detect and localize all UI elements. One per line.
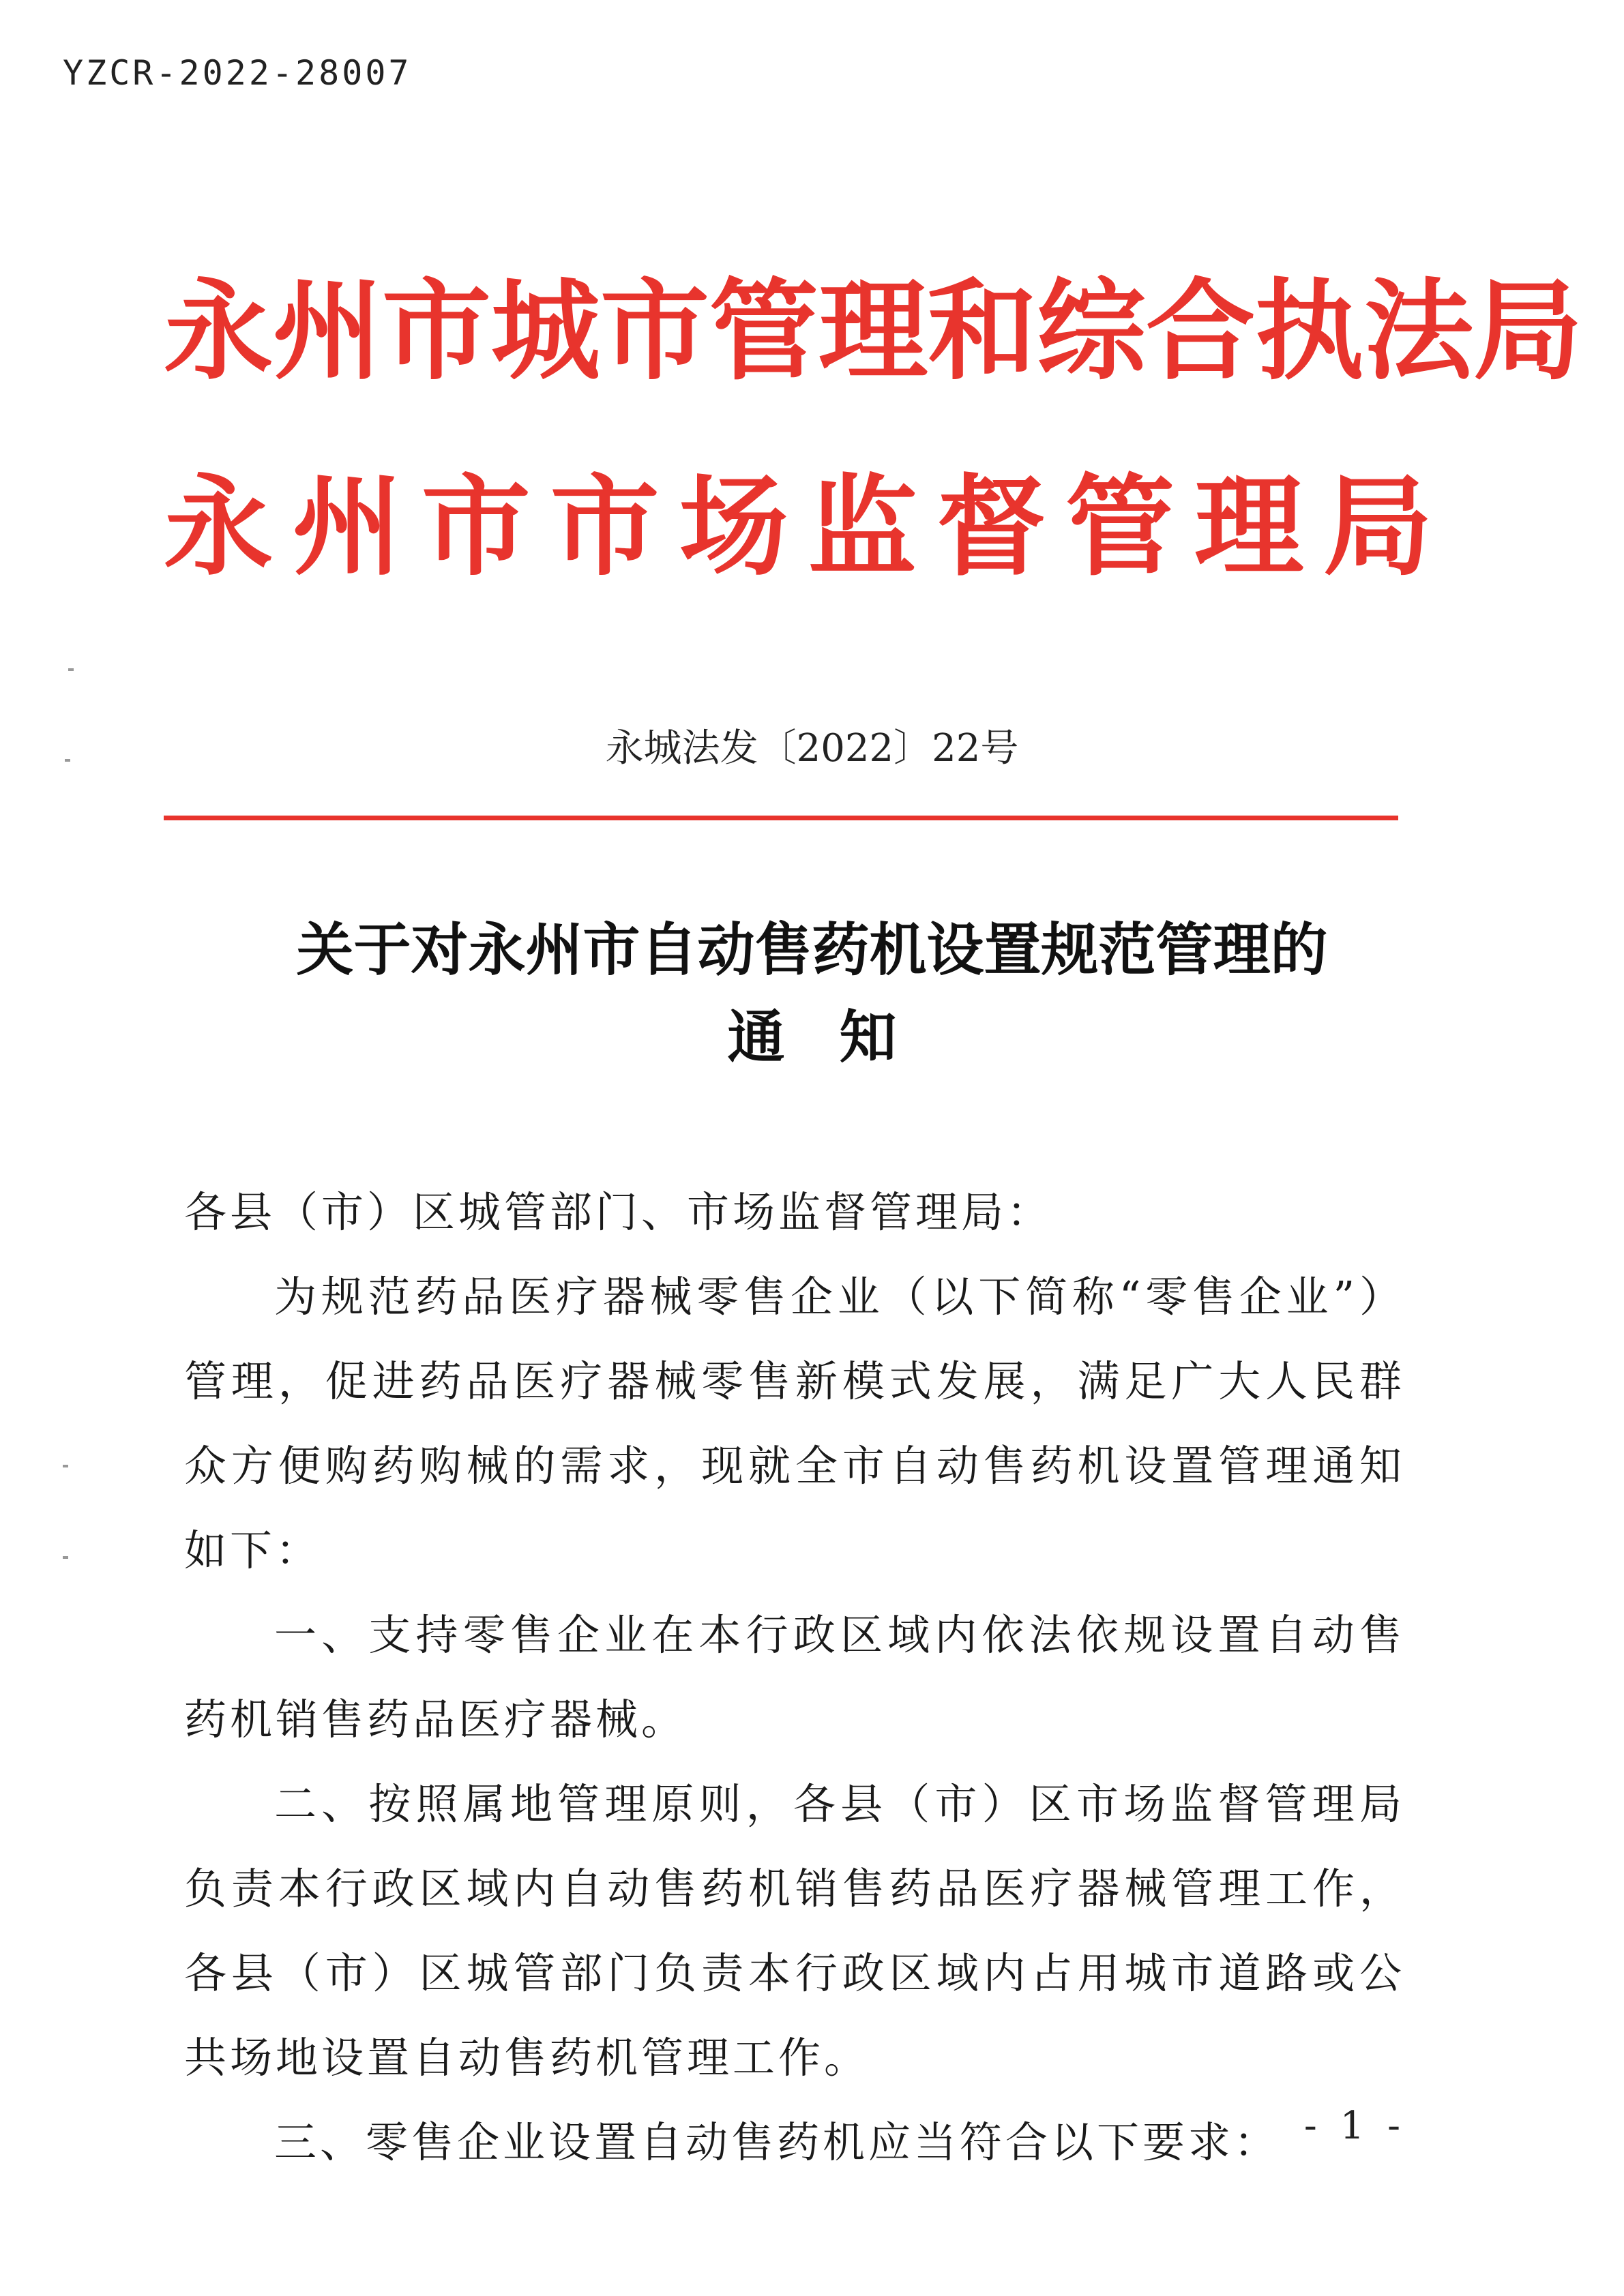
- scan-margin-mark: [68, 668, 74, 671]
- scan-margin-mark: [63, 1556, 68, 1559]
- notice-title-line-1: 关于对永州市自动售药机设置规范管理的: [296, 916, 1328, 983]
- notice-body: [184, 1170, 1405, 2185]
- scan-margin-mark: [65, 759, 70, 762]
- page-number: - 1 -: [1303, 2104, 1406, 2148]
- issuing-agency-city-management: 永州市城市管理和综合执法局: [164, 267, 1583, 395]
- red-header-rule: [164, 816, 1398, 820]
- paragraph-intro: 为规范药品医疗器械零售企业（以下简称“零售企业”）管理，促进药品医疗器械零售新模式发展，满足广大人民群众方便购药购械的需求，现就全市自动售药机设置管理通知如下：: [184, 1272, 1405, 1575]
- notice-title-line-2: 通知: [727, 1003, 951, 1071]
- paragraph-item-2: 二、按照属地管理原则，各县（市）区市场监督管理局负责本行政区域内自动售药机销售药品医疗器械管理工作，各县（市）区城管部门负责本行政区域内占用城市道路或公共场地设置自动售药机管理工作。: [184, 1779, 1405, 2083]
- paragraph-item-3: 三、零售企业设置自动售药机应当符合以下要求：: [274, 2117, 1280, 2167]
- issuing-agency-market-supervision: 永州市市场监督管理局: [164, 462, 1432, 591]
- document-code: YZCR-2022-28007: [63, 53, 412, 93]
- scan-margin-mark: [63, 1465, 68, 1467]
- paragraph-item-1: 一、支持零售企业在本行政区域内依法依规设置自动售药机销售药品医疗器械。: [184, 1610, 1405, 1744]
- addressee-line: 各县（市）区城管部门、市场监督管理局：: [184, 1187, 1053, 1237]
- document-number: 永城法发〔2022〕22号: [605, 726, 1019, 771]
